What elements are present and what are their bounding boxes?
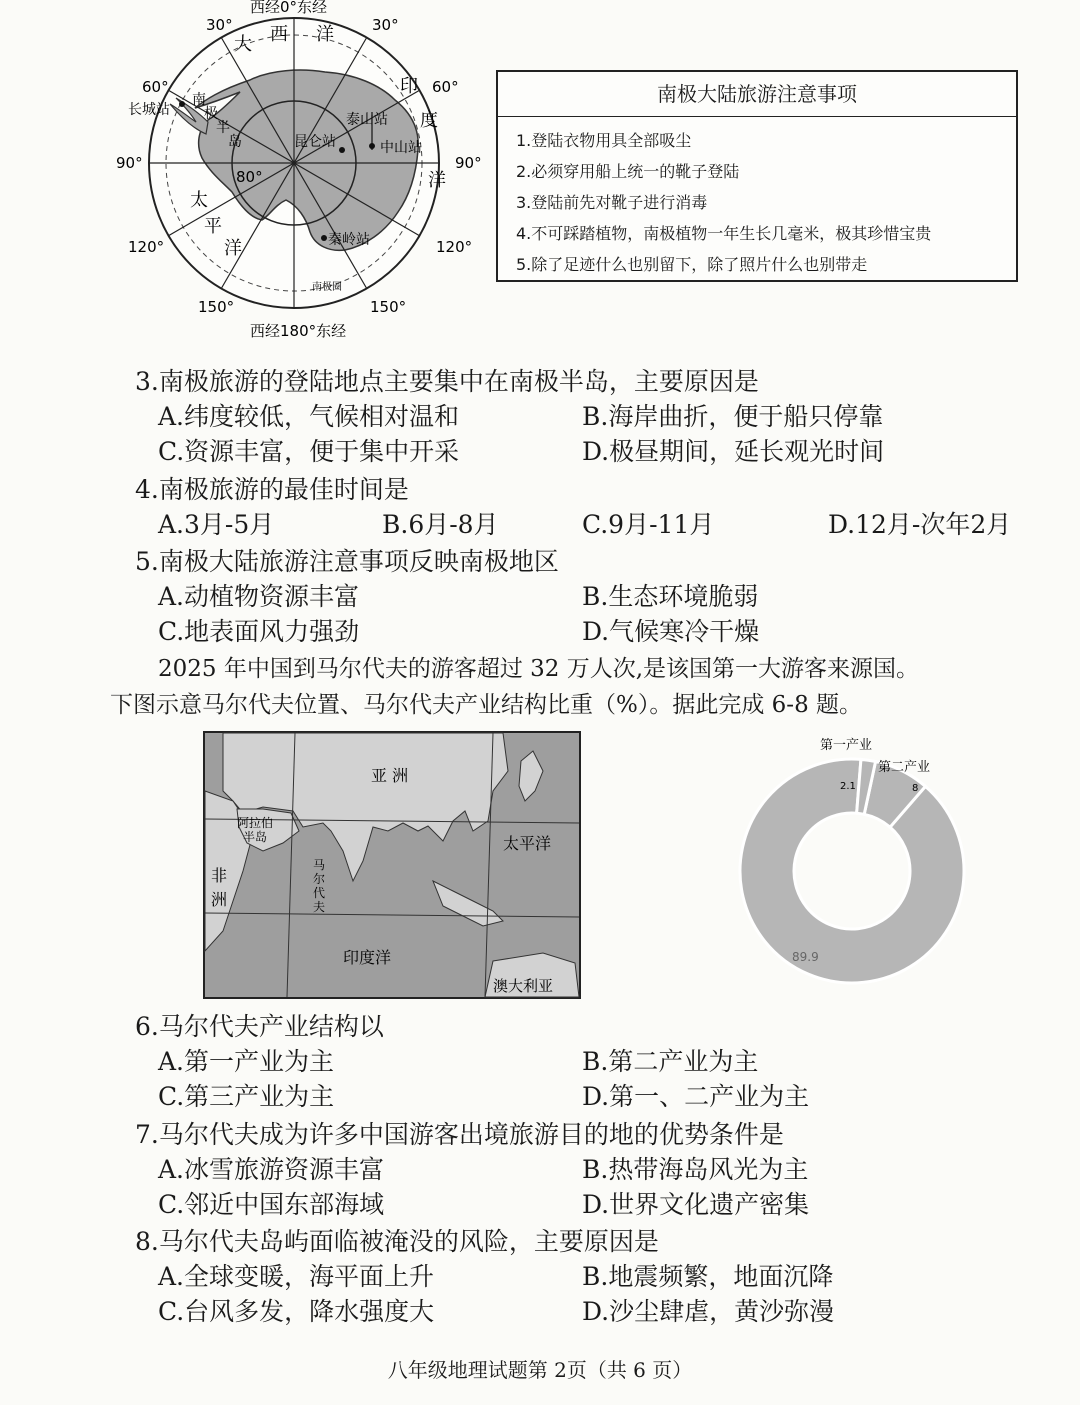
secondary-value-label: 8	[912, 783, 919, 794]
antarctic-map	[110, 0, 490, 345]
asia-label: 亚 洲	[371, 766, 409, 785]
great-wall-station-dot	[179, 101, 185, 107]
lon-label: 90°	[116, 154, 143, 172]
peninsula-char: 南	[192, 92, 206, 108]
q8-option-c[interactable]: C.台风多发，降水强度大	[158, 1297, 435, 1326]
question-8-stem: 8.马尔代夫岛屿面临被淹没的风险，主要原因是	[135, 1227, 659, 1256]
atlantic-char: 西	[270, 24, 288, 45]
peninsula-char: 半	[216, 120, 230, 136]
q6-option-b[interactable]: B.第二产业为主	[582, 1047, 759, 1076]
q8-option-b[interactable]: B.地震频繁，地面沉降	[582, 1262, 834, 1291]
q4-option-b[interactable]: B.6月-8月	[382, 510, 499, 539]
question-3-stem: 3.南极旅游的登陆地点主要集中在南极半岛，主要原因是	[135, 367, 759, 396]
peninsula-char: 极	[204, 106, 218, 122]
q7-option-b[interactable]: B.热带海岛风光为主	[582, 1155, 809, 1184]
lon-label: 120°	[436, 238, 473, 256]
q3-option-d[interactable]: D.极昼期间，延长观光时间	[582, 437, 885, 466]
industry-donut-chart	[700, 731, 1000, 1001]
q3-option-a[interactable]: A.纬度较低，气候相对温和	[158, 402, 460, 431]
legend-secondary-label: 第二产业	[878, 760, 931, 775]
zhongshan-station-dot	[369, 143, 375, 149]
pacific-label: 太平洋	[503, 834, 552, 853]
maldives-location-map	[203, 731, 581, 999]
indian-char: 洋	[428, 170, 446, 191]
donut-segment-tertiary	[740, 759, 964, 983]
q6-option-d[interactable]: D.第一、二产业为主	[582, 1082, 810, 1111]
pacific-char: 太	[190, 190, 208, 211]
q8-option-a[interactable]: A.全球变暖，海平面上升	[158, 1262, 435, 1291]
lon-label: 60°	[142, 78, 169, 96]
maldives-label-1: 马	[313, 858, 326, 872]
notice-item: 3.登陆前先对靴子进行消毒	[516, 193, 708, 212]
lon-label: 30°	[206, 16, 233, 34]
lon-label: 60°	[432, 78, 459, 96]
africa-label-1: 非	[211, 866, 228, 885]
page-footer: 八年级地理试题第 2页（共 6 页）	[387, 1358, 693, 1382]
lat-80-label: 80°	[236, 168, 263, 186]
indian-ocean-label: 印度洋	[343, 948, 392, 967]
kunlun-station-dot	[339, 147, 345, 153]
notice-item: 2.必须穿用船上统一的靴子登陆	[516, 162, 740, 181]
zhongshan-station-label: 中山站	[380, 140, 422, 156]
question-7-stem: 7.马尔代夫成为许多中国游客出境旅游目的地的优势条件是	[135, 1120, 784, 1149]
maldives-label-2: 尔	[313, 872, 326, 886]
south-circle-label: 南极圈	[312, 282, 342, 293]
indian-char: 度	[420, 110, 438, 131]
lon-label: 90°	[455, 154, 482, 172]
peninsula-char: 岛	[228, 134, 242, 150]
maldives-label-3: 代	[313, 886, 326, 900]
atlantic-char: 洋	[316, 24, 334, 45]
q5-option-c[interactable]: C.地表面风力强劲	[158, 617, 360, 646]
q3-option-b[interactable]: B.海岸曲折，便于船只停靠	[582, 402, 884, 431]
notice-item: 5.除了足迹什么也别留下，除了照片什么也别带走	[516, 255, 868, 274]
lon-label: 30°	[372, 16, 399, 34]
notice-box	[496, 70, 1018, 282]
notice-list	[498, 117, 1016, 280]
primary-value-label: 2.1	[840, 781, 856, 792]
q7-option-d[interactable]: D.世界文化遗产密集	[582, 1190, 810, 1219]
intro-line-2: 下图示意马尔代夫位置、马尔代夫产业结构比重（%）。据此完成 6-8 题。	[110, 692, 863, 718]
arabia-label-1: 阿拉伯	[237, 816, 274, 830]
kunlun-station-label: 昆仑站	[294, 134, 336, 150]
australia-label: 澳大利亚	[493, 977, 554, 995]
lon-label: 150°	[370, 298, 407, 316]
q4-option-c[interactable]: C.9月-11月	[582, 510, 715, 539]
lon-label: 120°	[128, 238, 165, 256]
great-wall-station-label: 长城站	[128, 102, 170, 118]
question-4-stem: 4.南极旅游的最佳时间是	[135, 475, 409, 504]
pacific-char: 平	[204, 216, 222, 237]
question-5-stem: 5.南极大陆旅游注意事项反映南极地区	[135, 547, 559, 576]
tertiary-value-label: 89.9	[792, 950, 819, 964]
q5-option-a[interactable]: A.动植物资源丰富	[158, 582, 360, 611]
q4-option-d[interactable]: D.12月-次年2月	[828, 510, 1012, 539]
q5-option-b[interactable]: B.生态环境脆弱	[582, 582, 759, 611]
maldives-label-4: 夫	[313, 900, 326, 914]
qinling-station-dot	[321, 235, 327, 241]
q6-option-c[interactable]: C.第三产业为主	[158, 1082, 335, 1111]
q7-option-a[interactable]: A.冰雪旅游资源丰富	[158, 1155, 385, 1184]
notice-item: 1.登陆衣物用具全部吸尘	[516, 131, 692, 150]
question-6-stem: 6.马尔代夫产业结构以	[135, 1012, 384, 1041]
q7-option-c[interactable]: C.邻近中国东部海域	[158, 1190, 385, 1219]
q4-option-a[interactable]: A.3月-5月	[158, 510, 275, 539]
q8-option-d[interactable]: D.沙尘肆虐，黄沙弥漫	[582, 1297, 835, 1326]
bottom-meridian-label: 西经180°东经	[250, 322, 347, 340]
pacific-char: 洋	[224, 238, 242, 259]
arabia-label-2: 半岛	[243, 830, 268, 844]
q6-option-a[interactable]: A.第一产业为主	[158, 1047, 335, 1076]
lon-label: 150°	[198, 298, 235, 316]
legend-primary-label: 第一产业	[820, 738, 873, 753]
taishan-station-label: 泰山站	[346, 112, 388, 128]
q5-option-d[interactable]: D.气候寒冷干燥	[582, 617, 760, 646]
q3-option-c[interactable]: C.资源丰富，便于集中开采	[158, 437, 460, 466]
notice-title: 南极大陆旅游注意事项	[498, 72, 1016, 117]
notice-item: 4.不可踩踏植物，南极植物一年生长几毫米，极其珍惜宝贵	[516, 224, 932, 243]
qinling-station-label: 秦岭站	[328, 232, 370, 248]
atlantic-char: 大	[234, 34, 252, 55]
indian-char: 印	[400, 76, 418, 97]
intro-line-1: 2025 年中国到马尔代夫的游客超过 32 万人次,是该国第一大游客来源国。	[158, 656, 920, 682]
africa-label-2: 洲	[211, 890, 228, 909]
top-meridian-label: 西经0°东经	[250, 0, 328, 16]
